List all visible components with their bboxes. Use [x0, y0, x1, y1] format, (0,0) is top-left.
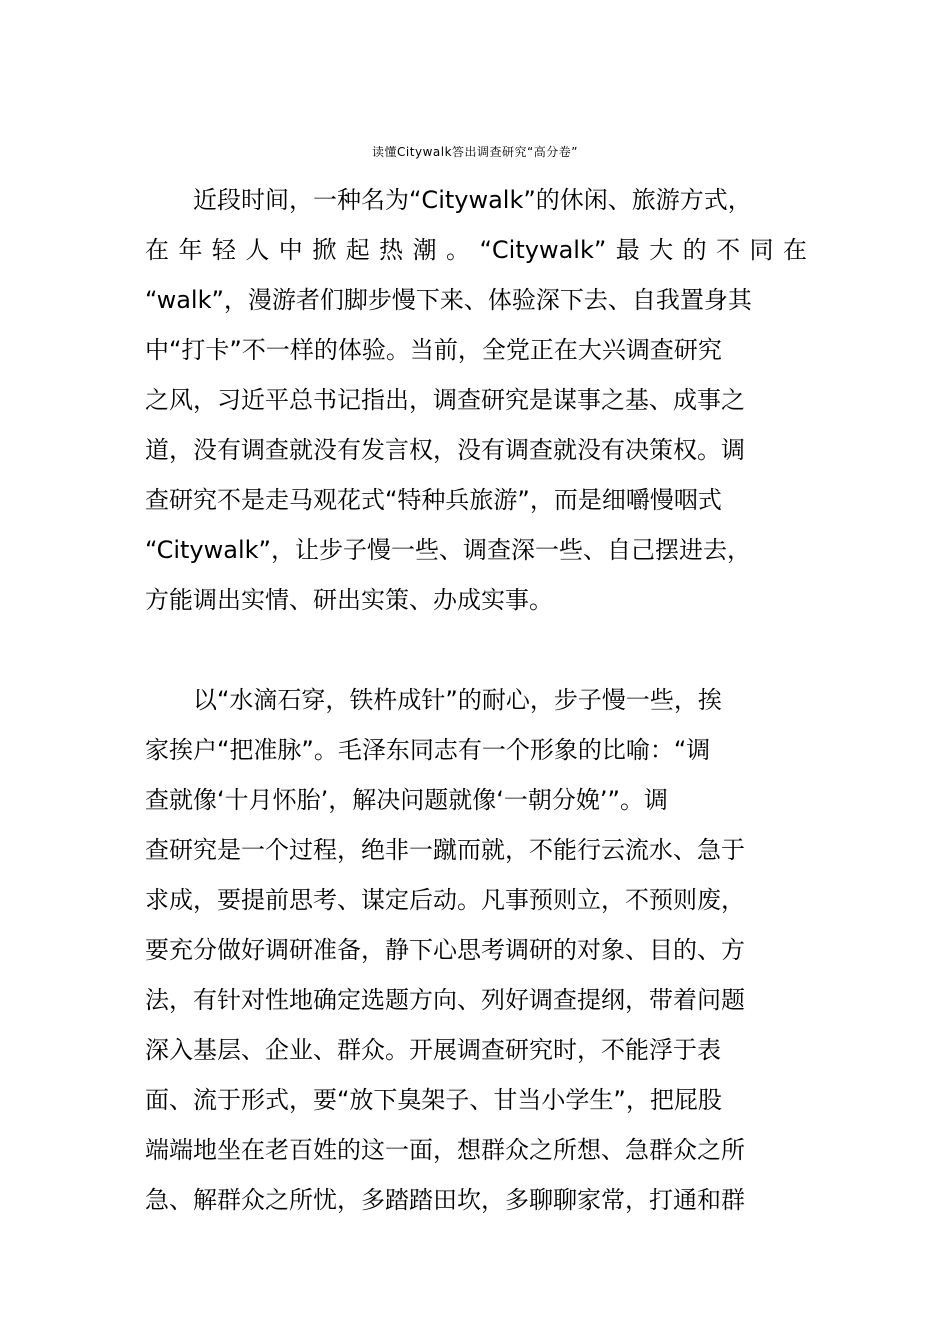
paragraph-2-line: 求成，要提前思考、谋定后动。凡事预则立，不预则废，	[145, 886, 745, 914]
paragraph-1-line: 在年轻人中掀起热潮。“Citywalk”最大的不同在	[145, 236, 807, 264]
paragraph-1-line: 查研究不是走马观花式“特种兵旅游”，而是细嚼慢咽式	[145, 486, 722, 514]
paragraph-2-line: 家挨户“把准脉”。毛泽东同志有一个形象的比喻：“调	[145, 736, 711, 764]
paragraph-1-line: “Citywalk”，让步子慢一些、调查深一些、自己摆进去，	[145, 536, 751, 564]
paragraph-1-line: 之风，习近平总书记指出，调查研究是谋事之基、成事之	[145, 386, 745, 414]
paragraph-2-line: 查就像‘十月怀胎’，解决问题就像‘一朝分娩’”。调	[145, 786, 668, 814]
document-title: 读懂Citywalk答出调查研究“高分卷”	[372, 145, 578, 159]
paragraph-2-line: 深入基层、企业、群众。开展调查研究时，不能浮于表	[145, 1036, 721, 1064]
paragraph-1-line: 中“打卡”不一样的体验。当前，全党正在大兴调查研究	[145, 336, 722, 364]
paragraph-1-line: 近段时间，一种名为“Citywalk”的休闲、旅游方式，	[145, 186, 752, 214]
paragraph-2-line: 法，有针对性地确定选题方向、列好调查提纲，带着问题	[145, 986, 745, 1014]
paragraph-1-line: “walk”，漫游者们脚步慢下来、体验深下去、自我置身其	[145, 286, 752, 314]
paragraph-2-line: 要充分做好调研准备，静下心思考调研的对象、目的、方	[145, 936, 745, 964]
paragraph-1-line: 方能调出实情、研出实策、办成实事。	[145, 586, 553, 614]
paragraph-2-line: 以“水滴石穿，铁杵成针”的耐心，步子慢一些，挨	[145, 686, 722, 714]
paragraph-1-line: 道，没有调查就没有发言权，没有调查就没有决策权。调	[145, 436, 745, 464]
paragraph-2-line: 查研究是一个过程，绝非一蹴而就，不能行云流水、急于	[145, 836, 745, 864]
paragraph-2-line: 急、解群众之所忧，多踏踏田坎，多聊聊家常，打通和群	[145, 1186, 745, 1214]
paragraph-2-line: 端端地坐在老百姓的这一面，想群众之所想、急群众之所	[145, 1136, 745, 1164]
paragraph-2-line: 面、流于形式，要“放下臭架子、甘当小学生”，把屁股	[145, 1086, 722, 1114]
